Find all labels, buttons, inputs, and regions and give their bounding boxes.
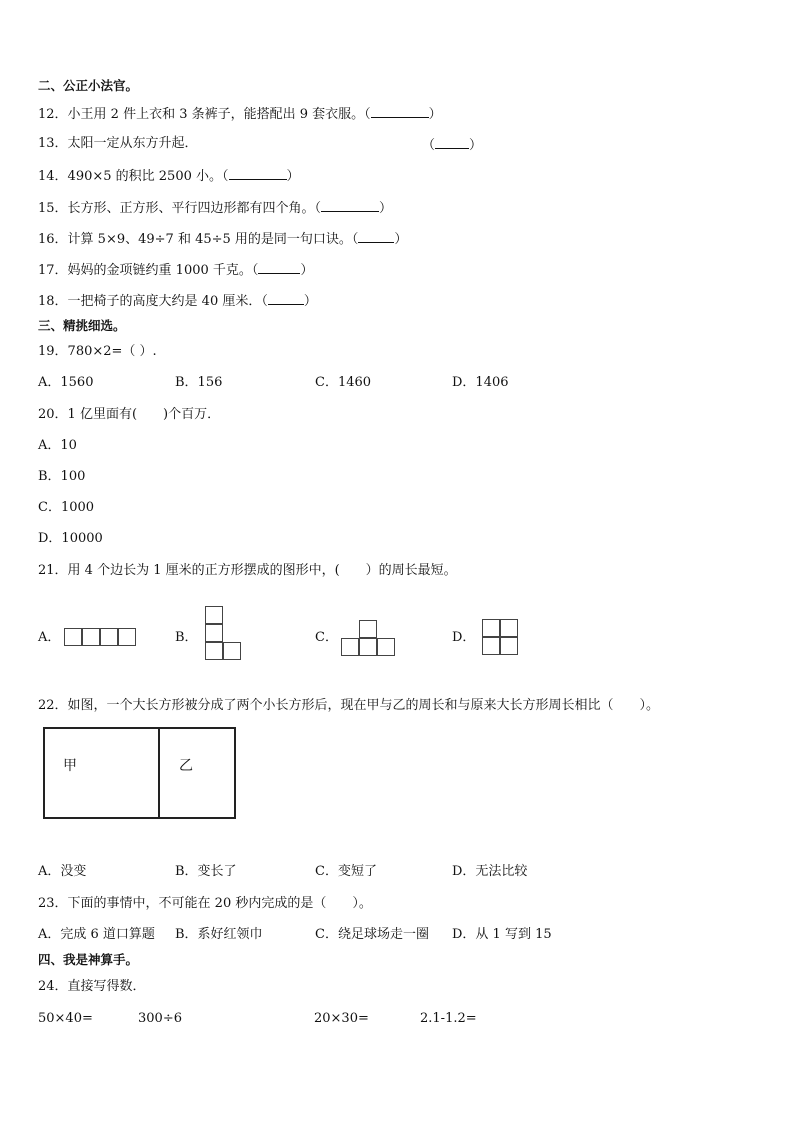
calc-item: 2.1-1.2= — [420, 1011, 477, 1026]
question-16: 16．计算 5×9、49÷7 和 45÷5 用的是同一句口诀。（ ） — [38, 232, 408, 247]
figure-square-2x2 — [482, 619, 520, 657]
q20-option-c[interactable]: C．1000 — [38, 500, 95, 515]
square — [205, 606, 223, 624]
divider-line — [158, 729, 160, 817]
label-jia: 甲 — [63, 758, 77, 774]
answer-blank[interactable] — [229, 167, 287, 180]
square — [64, 628, 82, 646]
square — [359, 620, 377, 638]
question-22-stem: 22．如图，一个大长方形被分成了两个小长方形后，现在甲与乙的周长和与原来大长方形周长相比（ ）。 — [38, 698, 660, 713]
question-20-stem: 20．1 亿里面有( )个百万． — [38, 407, 221, 422]
square — [82, 628, 100, 646]
q23-option-d[interactable]: D．从 1 写到 15 — [452, 927, 552, 942]
question-19-stem: 19．780×2=（ ）. — [38, 344, 157, 359]
square — [377, 638, 395, 656]
figure-t-shape — [341, 620, 397, 658]
question-13-answer: （ ） — [422, 138, 483, 153]
q22-option-c[interactable]: C．变短了 — [315, 864, 377, 879]
q20-option-d[interactable]: D．10000 — [38, 531, 103, 546]
answer-blank[interactable] — [258, 261, 300, 274]
square — [500, 619, 518, 637]
question-18: 18．一把椅子的高度大约是 40 厘米．（ ） — [38, 294, 317, 309]
question-13: 13．太阳一定从东方升起． — [38, 136, 198, 151]
square — [482, 619, 500, 637]
square — [100, 628, 118, 646]
answer-blank[interactable] — [435, 136, 469, 149]
answer-blank[interactable] — [358, 230, 394, 243]
square — [205, 642, 223, 660]
q19-option-d[interactable]: D．1406 — [452, 375, 509, 390]
question-14: 14．490×5 的积比 2500 小。（ ） — [38, 169, 300, 184]
big-rectangle-figure — [43, 727, 236, 819]
section-4-title: 四、我是神算手。 — [38, 952, 139, 967]
calc-item: 20×30= — [314, 1011, 369, 1026]
label-yi: 乙 — [179, 758, 193, 774]
question-21-stem: 21．用 4 个边长为 1 厘米的正方形摆成的图形中，( ）的周长最短。 — [38, 563, 457, 578]
square — [205, 624, 223, 642]
q22-option-d[interactable]: D．无法比较 — [452, 864, 528, 879]
q23-option-a[interactable]: A．完成 6 道口算题 — [38, 927, 155, 942]
square — [359, 638, 377, 656]
question-17: 17．妈妈的金项链约重 1000 千克。（ ） — [38, 263, 314, 278]
figure-l-shape — [205, 606, 243, 662]
q23-option-b[interactable]: B．系好红领巾 — [175, 927, 263, 942]
calc-item: 50×40= — [38, 1011, 93, 1026]
q21-option-a[interactable]: A． — [38, 630, 61, 645]
figure-four-squares-row — [64, 628, 138, 647]
q19-option-c[interactable]: C．1460 — [315, 375, 372, 390]
square — [223, 642, 241, 660]
question-15: 15．长方形、正方形、平行四边形都有四个角。（ ） — [38, 201, 393, 216]
question-12: 12．小王用 2 件上衣和 3 条裤子，能搭配出 9 套衣服。（ ） — [38, 107, 442, 122]
q21-option-b[interactable]: B． — [175, 630, 198, 645]
q22-option-b[interactable]: B．变长了 — [175, 864, 237, 879]
square — [482, 637, 500, 655]
answer-blank[interactable] — [268, 292, 304, 305]
q20-option-a[interactable]: A．10 — [38, 438, 77, 453]
square — [500, 637, 518, 655]
q22-option-a[interactable]: A．没变 — [38, 864, 87, 879]
question-24-stem: 24．直接写得数． — [38, 979, 146, 994]
square — [341, 638, 359, 656]
calc-item: 300÷6 — [138, 1011, 182, 1026]
answer-blank[interactable] — [321, 199, 379, 212]
answer-blank[interactable] — [371, 105, 429, 118]
q23-option-c[interactable]: C．绕足球场走一圈 — [315, 927, 429, 942]
q20-option-b[interactable]: B．100 — [38, 469, 86, 484]
q19-option-a[interactable]: A．1560 — [38, 375, 94, 390]
q19-option-b[interactable]: B．156 — [175, 375, 223, 390]
section-3-title: 三、精挑细选。 — [38, 318, 126, 333]
question-23-stem: 23．下面的事情中，不可能在 20 秒内完成的是（ ）。 — [38, 896, 372, 911]
q21-option-c[interactable]: C． — [315, 630, 338, 645]
section-2-title: 二、公正小法官。 — [38, 78, 139, 93]
square — [118, 628, 136, 646]
q21-option-d[interactable]: D． — [452, 630, 476, 645]
